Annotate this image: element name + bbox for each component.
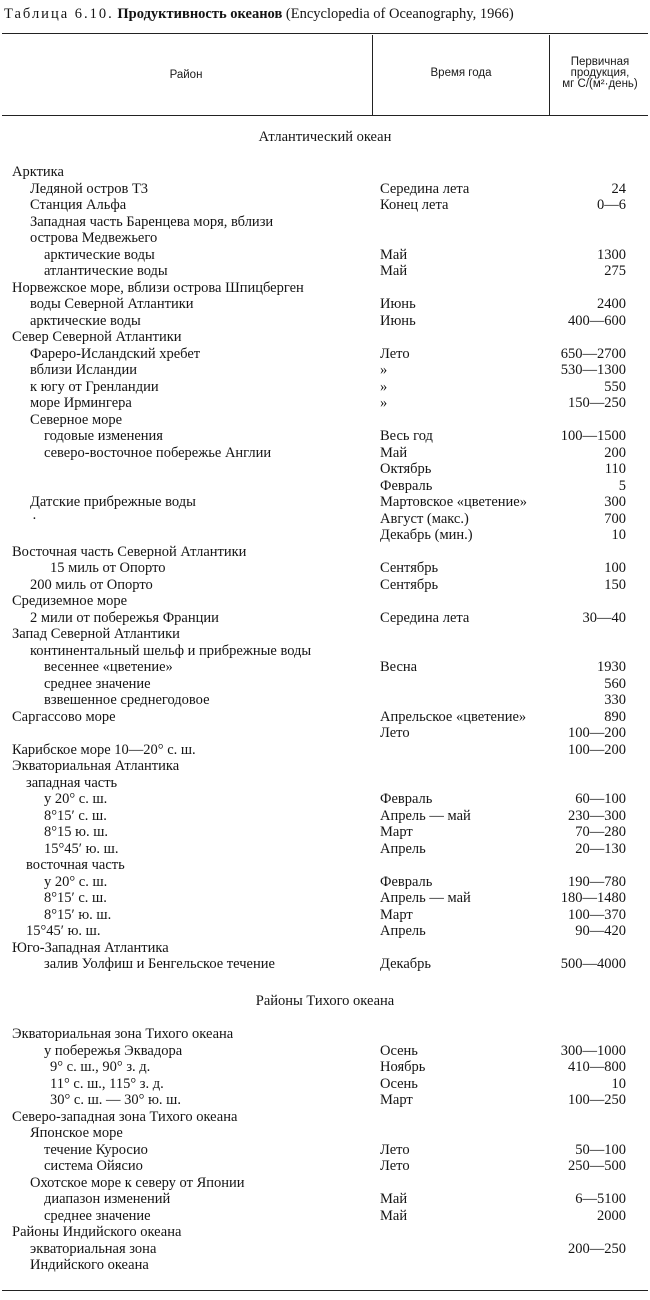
row-season: Апрель — май	[380, 890, 471, 906]
table-row	[0, 1158, 650, 1174]
table-row	[0, 593, 650, 609]
table-row	[0, 923, 650, 939]
table-row	[0, 824, 650, 840]
row-season: »	[380, 362, 388, 378]
row-region: Фареро-Исландский хребет	[30, 345, 201, 362]
table-row	[0, 395, 650, 411]
row-value: 100—1500	[560, 428, 626, 444]
row-region: 30° с. ш. — 30° ю. ш.	[50, 1092, 181, 1108]
row-season: Апрельское «цветение»	[380, 708, 527, 725]
table-row	[0, 461, 650, 477]
row-value: 0—6	[597, 197, 626, 213]
column-header-region: Район	[169, 69, 203, 81]
table-row	[0, 907, 650, 923]
row-value: 20—130	[575, 840, 626, 857]
table-row	[0, 577, 650, 593]
row-region: острова Медвежьего	[30, 230, 158, 246]
row-region: Индийского океана	[30, 1257, 149, 1273]
table-row	[0, 362, 650, 378]
row-region: Восточная часть Северной Атлантики	[12, 543, 247, 560]
row-region: континентальный шельф и прибрежные воды	[30, 642, 312, 659]
row-region: 200 миль от Опорто	[30, 576, 153, 593]
table-row	[0, 643, 650, 659]
row-value: 2400	[597, 296, 626, 312]
table-row	[0, 263, 650, 279]
row-season: Февраль	[380, 791, 433, 807]
row-season: Август (макс.)	[380, 510, 469, 527]
row-value: 100—200	[568, 725, 626, 741]
table-row	[0, 1224, 650, 1240]
column-header-production-line-2: продукция,	[570, 67, 630, 79]
row-region: атлантические воды	[44, 263, 168, 279]
table-row	[0, 1191, 650, 1207]
table-row	[0, 230, 650, 246]
row-value: 190—780	[568, 873, 626, 890]
row-region: взвешенное среднегодовое	[44, 692, 210, 708]
row-region: восточная часть	[26, 857, 125, 873]
row-value: 100—250	[568, 1092, 626, 1108]
table-row	[0, 214, 650, 230]
row-value: 2000	[597, 1207, 626, 1224]
row-value: 330	[604, 692, 626, 708]
row-season: Мартовское «цветение»	[380, 494, 527, 510]
row-region: море Ирмингера	[30, 395, 132, 411]
row-region: западная часть	[26, 774, 118, 791]
table-row	[0, 329, 650, 345]
table-row	[0, 692, 650, 708]
table-row	[0, 1076, 650, 1092]
row-season: Лето	[380, 1158, 410, 1174]
row-value: 60—100	[575, 791, 626, 807]
row-region: воды Северной Атлантики	[30, 296, 194, 312]
row-region: 8°15 ю. ш.	[44, 824, 109, 840]
row-region: Японское море	[30, 1125, 123, 1141]
row-value: 24	[611, 180, 626, 197]
table-row	[0, 1257, 650, 1273]
table-row	[0, 280, 650, 296]
table-row	[0, 1175, 650, 1191]
row-region: Запад Северной Атлантики	[12, 626, 180, 642]
row-region: Север Северной Атлантики	[12, 329, 182, 345]
row-value: 1930	[597, 659, 626, 675]
section-heading-pacific: Районы Тихого океана	[255, 993, 395, 1009]
row-region: Станция Альфа	[30, 197, 127, 213]
row-region: у 20° с. ш.	[44, 791, 108, 807]
row-region: весеннее «цветение»	[44, 659, 173, 675]
row-region: к югу от Гренландии	[30, 378, 159, 395]
row-value: 50—100	[575, 1141, 626, 1158]
row-season: Лето	[380, 345, 410, 362]
row-value: 200	[604, 444, 626, 461]
table-row	[0, 412, 650, 428]
row-season: Весь год	[380, 428, 433, 444]
row-season: Июнь	[380, 296, 416, 312]
row-season: Март	[380, 824, 413, 840]
row-value: 10	[611, 527, 626, 543]
table-row	[0, 197, 650, 213]
table-row	[0, 544, 650, 560]
row-value: 30—40	[582, 609, 626, 626]
row-region: вблизи Исландии	[30, 362, 138, 378]
row-value: 10	[611, 1075, 626, 1092]
row-region: 8°15′ ю. ш.	[44, 906, 112, 923]
table-row	[0, 709, 650, 725]
table-row	[0, 1208, 650, 1224]
row-region: у побережья Эквадора	[44, 1042, 183, 1059]
table-row	[0, 445, 650, 461]
row-region: 11° с. ш., 115° з. д.	[50, 1075, 164, 1092]
row-region: Датские прибрежные воды	[30, 494, 196, 510]
row-season: Осень	[380, 1042, 418, 1059]
table-bottom-rule	[2, 1290, 648, 1291]
row-region: Районы Индийского океана	[12, 1224, 182, 1240]
row-value: 560	[604, 675, 626, 692]
row-value: 275	[604, 263, 626, 279]
row-region: залив Уолфиш и Бенгельское течение	[44, 956, 275, 972]
row-season: Май	[380, 1191, 408, 1207]
column-header-production-line-1: Первичная	[570, 56, 630, 68]
table-row	[0, 874, 650, 890]
row-region: Охотское море к северу от Японии	[30, 1174, 245, 1191]
row-region: северо-восточное побережье Англии	[44, 444, 272, 461]
row-value: 400—600	[568, 312, 626, 329]
table-row	[0, 181, 650, 197]
row-season: Середина лета	[380, 609, 470, 626]
column-header-season: Время года	[430, 67, 492, 79]
row-region: экваториальная зона	[30, 1240, 157, 1257]
row-season: »	[380, 395, 388, 411]
column-header-production-line-3: мг С/(м²·день)	[562, 78, 638, 90]
row-value: 650—2700	[560, 345, 626, 362]
row-value: 200—250	[568, 1240, 626, 1257]
table-row	[0, 346, 650, 362]
row-season: Весна	[380, 659, 418, 675]
row-season: Сентябрь	[380, 576, 439, 593]
row-value: 150—250	[568, 395, 626, 411]
row-season: Май	[380, 1207, 408, 1224]
table-row	[0, 725, 650, 741]
row-season: Февраль	[380, 873, 433, 890]
table-row	[0, 841, 650, 857]
row-region: 15 миль от Опорто	[50, 560, 166, 576]
row-region: 8°15′ с. ш.	[44, 890, 107, 906]
table-row	[0, 1142, 650, 1158]
table-row	[0, 610, 650, 626]
row-region: 9° с. ш., 90° з. д.	[50, 1059, 151, 1075]
row-value: 100—370	[568, 906, 626, 923]
row-region: 2 мили от побережья Франции	[30, 609, 219, 626]
table-row	[0, 1241, 650, 1257]
row-season: Декабрь	[380, 956, 432, 972]
table-row	[0, 742, 650, 758]
table-row	[0, 1043, 650, 1059]
row-season: »	[380, 378, 388, 395]
row-value: 250—500	[568, 1158, 626, 1174]
table-row	[0, 808, 650, 824]
row-value: 410—800	[568, 1059, 626, 1075]
row-value: 6—5100	[575, 1191, 626, 1207]
row-season: Март	[380, 906, 413, 923]
row-region: арктические воды	[30, 312, 141, 329]
row-value: 110	[604, 461, 626, 477]
row-season: Май	[380, 444, 408, 461]
row-value: 230—300	[568, 807, 626, 824]
row-value: 890	[604, 708, 626, 725]
row-region: арктические воды	[44, 246, 155, 263]
row-region: Ледяной остров Т3	[30, 180, 149, 197]
row-season: Сентябрь	[380, 560, 439, 576]
row-region: Юго-Западная Атлантика	[12, 939, 169, 956]
row-season: Октябрь	[380, 461, 432, 477]
row-region: Экваториальная Атлантика	[12, 758, 180, 774]
row-region: система Ойясио	[44, 1158, 143, 1174]
table-row	[0, 626, 650, 642]
row-region: Западная часть Баренцева моря, вблизи	[30, 213, 274, 230]
row-region: годовые изменения	[44, 428, 163, 444]
table-number: Таблица 6.10.	[4, 6, 114, 22]
row-region: 15°45′ ю. ш.	[26, 923, 101, 939]
row-value: 5	[618, 477, 626, 494]
row-season: Осень	[380, 1075, 418, 1092]
table-row	[0, 379, 650, 395]
row-season: Февраль	[380, 477, 433, 494]
table-row	[0, 164, 650, 180]
row-region: Саргассово море	[12, 708, 116, 725]
row-season: Лето	[380, 1141, 410, 1158]
table-row	[0, 247, 650, 263]
row-value: 500—4000	[560, 956, 626, 972]
table-row	[0, 1059, 650, 1075]
row-region: 8°15′ с. ш.	[44, 807, 107, 824]
row-season: Апрель	[380, 923, 426, 939]
row-value: 100—200	[568, 741, 626, 758]
row-region: 15°45′ ю. ш.	[44, 840, 119, 857]
table-row	[0, 758, 650, 774]
row-season: Ноябрь	[380, 1059, 426, 1075]
row-season: Декабрь (мин.)	[380, 527, 473, 543]
row-value: 550	[604, 378, 626, 395]
row-season: Конец лета	[380, 197, 449, 213]
table-row	[0, 527, 650, 543]
table-row	[0, 560, 650, 576]
table-row	[0, 511, 650, 527]
row-value: 300	[604, 494, 626, 510]
row-season: Март	[380, 1092, 413, 1108]
table-row	[0, 857, 650, 873]
row-region: Экваториальная зона Тихого океана	[12, 1026, 234, 1042]
row-season: Лето	[380, 725, 410, 741]
table-row	[0, 791, 650, 807]
table-row	[0, 478, 650, 494]
table-row	[0, 1109, 650, 1125]
table-row	[0, 890, 650, 906]
row-region: Норвежское море, вблизи острова Шпицберген	[12, 279, 304, 296]
table-row	[0, 1092, 650, 1108]
row-value: 180—1480	[560, 890, 626, 906]
row-value: 90—420	[575, 923, 626, 939]
row-region: ·	[32, 510, 37, 527]
table-row	[0, 428, 650, 444]
row-region: Арктика	[12, 164, 64, 180]
table-row	[0, 1026, 650, 1042]
row-value: 70—280	[575, 824, 626, 840]
table-row	[0, 1125, 650, 1141]
row-region: среднее значение	[44, 1207, 151, 1224]
row-value: 700	[604, 510, 626, 527]
row-value: 150	[604, 576, 626, 593]
row-region: среднее значение	[44, 675, 151, 692]
row-season: Апрель	[380, 840, 426, 857]
row-region: у 20° с. ш.	[44, 873, 108, 890]
row-region: Северное море	[30, 411, 123, 428]
table-row	[0, 494, 650, 510]
row-value: 530—1300	[560, 362, 626, 378]
table-row	[0, 296, 650, 312]
table-source: (Encyclopedia of Oceanography, 1966)	[285, 6, 514, 22]
section-heading-atlantic: Атлантический океан	[258, 129, 392, 145]
row-region: диапазон изменений	[44, 1191, 171, 1207]
row-season: Середина лета	[380, 180, 470, 197]
table-row	[0, 956, 650, 972]
table-title: Продуктивность океанов	[117, 6, 283, 22]
table-row	[0, 676, 650, 692]
table-row	[0, 659, 650, 675]
row-season: Июнь	[380, 312, 416, 329]
row-season: Май	[380, 246, 408, 263]
row-value: 100	[604, 560, 626, 576]
row-season: Апрель — май	[380, 807, 471, 824]
table-row	[0, 775, 650, 791]
row-region: Средиземное море	[12, 593, 128, 609]
row-region: Карибское море 10—20° с. ш.	[12, 741, 196, 758]
row-season: Май	[380, 263, 408, 279]
row-region: Северо-западная зона Тихого океана	[12, 1108, 238, 1125]
row-value: 1300	[597, 246, 626, 263]
table-row	[0, 940, 650, 956]
table-row	[0, 313, 650, 329]
row-region: течение Куросио	[44, 1141, 148, 1158]
row-value: 300—1000	[560, 1042, 626, 1059]
